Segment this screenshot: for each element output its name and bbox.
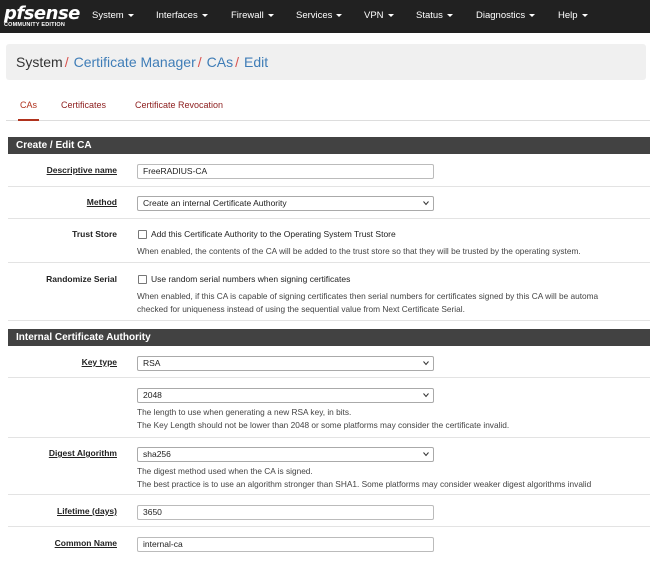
caret-down-icon [336,14,342,17]
lifetime-label: Lifetime (days) [57,506,117,516]
trust-store-checkbox-label[interactable]: Add this Certificate Authority to the Operating System Trust Store [151,229,396,239]
nav-label: Services [296,10,333,21]
pfsense-logo[interactable] [4,3,80,30]
caret-down-icon [582,14,588,17]
digest-help-1: The digest method used when the CA is signed. [137,466,313,476]
breadcrumb-cas[interactable]: CAs [206,54,234,70]
panel-header-internal-ca: Internal Certificate Authority [8,329,650,346]
row-lifetime [8,495,650,527]
row-descriptive-name [8,154,650,187]
randomize-serial-help-1: When enabled, if this CA is capable of signing certificates then serial numbers for certificates signed by this CA will be automa [137,291,599,301]
breadcrumb-root: System [16,54,63,70]
nav-label: Firewall [231,10,264,21]
method-select-value: Create an internal Certificate Authority [143,198,287,208]
tab-bar [6,89,650,121]
digest-algorithm-select[interactable] [137,447,434,462]
nav-help[interactable] [558,0,588,33]
key-type-label: Key type [81,357,117,367]
breadcrumb [6,44,646,80]
breadcrumb-edit[interactable]: Edit [243,54,269,70]
nav-label: Status [416,10,443,21]
chevron-down-icon [423,392,429,398]
caret-down-icon [447,14,453,17]
key-length-select-value: 2048 [143,390,162,400]
lifetime-input[interactable]: 3650 [137,505,434,520]
tab-certificate-revocation[interactable]: Certificate Revocation [135,100,224,110]
caret-down-icon [388,14,394,17]
digest-algorithm-label: Digest Algorithm [48,448,117,458]
tab-cas[interactable]: CAs [18,89,39,121]
key-type-select-value: RSA [143,358,161,368]
key-length-help-1: The length to use when generating a new RSA key, in bits. [137,407,352,417]
key-length-help-2: The Key Length should not be lower than 2048 or some platforms may consider the certificate invalid. [137,420,510,430]
chevron-down-icon [423,451,429,457]
nav-label: VPN [364,10,384,21]
top-navbar [0,0,650,33]
logo-edition: COMMUNITY EDITION [4,22,66,28]
breadcrumb-separator: / [235,54,239,70]
randomize-serial-checkbox[interactable] [138,275,147,284]
panel-header-create-edit-ca: Create / Edit CA [8,137,650,154]
tab-certificates[interactable]: Certificates [61,100,107,110]
row-key-type [8,346,650,378]
nav-vpn[interactable] [364,0,394,33]
row-method [8,187,650,219]
caret-down-icon [529,14,535,17]
key-length-select[interactable] [137,388,434,403]
nav-services[interactable] [296,0,342,33]
descriptive-name-input[interactable]: FreeRADIUS-CA [137,164,434,179]
nav-diagnostics[interactable] [476,0,535,33]
method-label: Method [86,197,117,207]
method-select[interactable] [137,196,434,211]
breadcrumb-separator: / [197,54,202,70]
randomize-serial-checkbox-label[interactable]: Use random serial numbers when signing certificates [151,274,351,284]
digest-algorithm-select-value: sha256 [143,449,171,459]
randomize-serial-label: Randomize Serial [46,274,117,284]
nav-interfaces[interactable] [156,0,208,33]
nav-firewall[interactable] [231,0,274,33]
nav-label: Interfaces [156,10,198,21]
breadcrumb-separator: / [64,54,69,70]
row-digest-algorithm [8,438,650,495]
randomize-serial-help-2: checked for uniqueness instead of using the sequential value from Next Certificate Serial. [137,304,465,314]
caret-down-icon [268,14,274,17]
common-name-input[interactable]: internal-ca [137,537,434,552]
logo-prefix: pf [4,3,24,24]
digest-help-2: The best practice is to use an algorithm stronger than SHA1. Some platforms may consider weaker digest algorithms invalid [137,479,592,489]
nav-system[interactable] [92,0,134,33]
nav-label: Diagnostics [476,10,526,21]
logo-name: sense [23,3,80,24]
nav-status[interactable] [416,0,453,33]
chevron-down-icon [423,200,429,206]
caret-down-icon [128,14,134,17]
breadcrumb-certificate-manager[interactable]: Certificate Manager [73,54,196,70]
descriptive-name-label: Descriptive name [46,165,117,175]
trust-store-checkbox[interactable] [138,230,147,239]
key-type-select[interactable] [137,356,434,371]
row-randomize-serial [8,263,650,321]
chevron-down-icon [423,360,429,366]
row-key-length [8,378,650,438]
trust-store-label: Trust Store [72,229,117,239]
trust-store-help: When enabled, the contents of the CA will be added to the trust store so that they will be trusted by the operating system. [137,246,581,256]
caret-down-icon [202,14,208,17]
nav-label: System [92,10,124,21]
nav-label: Help [558,10,578,21]
row-common-name [8,527,650,563]
row-trust-store [8,219,650,263]
common-name-label: Common Name [54,538,117,548]
logo-wordmark [4,3,80,24]
